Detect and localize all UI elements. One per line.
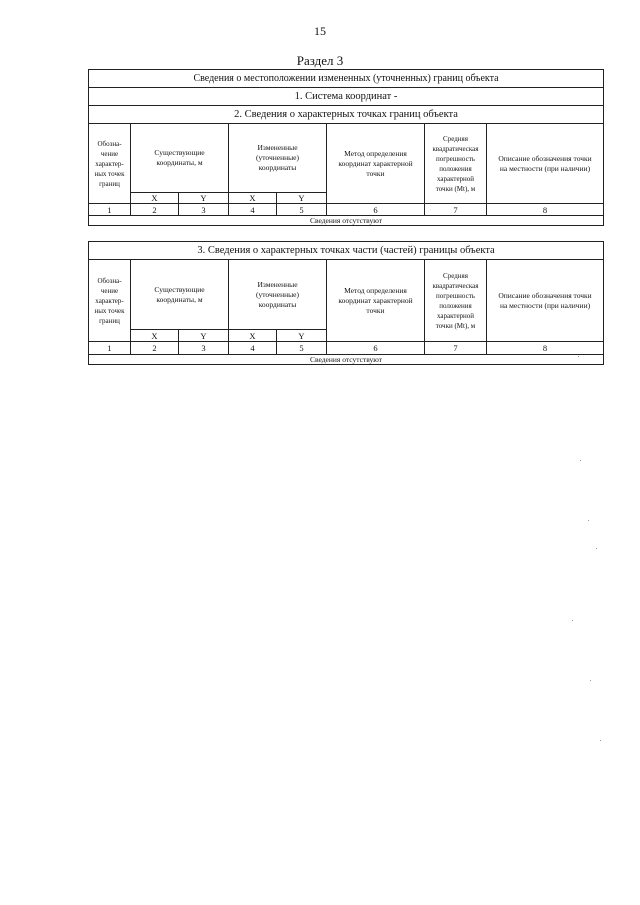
header-point-designation: Обозна- чение характер- ных точек границ bbox=[89, 260, 131, 342]
header-x: X bbox=[131, 330, 179, 342]
header-method: Метод определения координат характерной точки bbox=[327, 260, 425, 342]
header-x: X bbox=[131, 193, 179, 204]
scan-speck bbox=[600, 740, 601, 741]
column-number: 7 bbox=[425, 342, 487, 355]
column-number: 4 bbox=[229, 204, 277, 216]
column-number: 5 bbox=[277, 342, 327, 355]
column-number: 3 bbox=[179, 204, 229, 216]
header-accuracy: Средняя квадратическая погрешность положения характерной точки (Mt), м bbox=[425, 260, 487, 342]
column-number: 3 bbox=[179, 342, 229, 355]
header-x: X bbox=[229, 330, 277, 342]
column-number: 6 bbox=[327, 204, 425, 216]
header-method: Метод определения координат характерной точки bbox=[327, 124, 425, 204]
scan-speck bbox=[580, 460, 581, 461]
column-number: 7 bbox=[425, 204, 487, 216]
header-x: X bbox=[229, 193, 277, 204]
boundary-part-table bbox=[88, 241, 604, 365]
header-changed-coordinates: Измененные (уточненные) координаты bbox=[229, 260, 327, 330]
header-y: Y bbox=[277, 193, 327, 204]
header-y: Y bbox=[179, 330, 229, 342]
column-number: 2 bbox=[131, 342, 179, 355]
column-number: 1 bbox=[89, 204, 131, 216]
header-changed-coordinates: Измененные (уточненные) координаты bbox=[229, 124, 327, 193]
no-data-note: Сведения отсутствуют bbox=[89, 216, 604, 226]
scan-speck bbox=[588, 520, 589, 521]
header-y: Y bbox=[277, 330, 327, 342]
scan-speck bbox=[578, 356, 579, 357]
boundary-table bbox=[88, 69, 604, 226]
no-data-note: Сведения отсутствуют bbox=[89, 355, 604, 365]
page-number: 15 bbox=[314, 24, 326, 38]
header-y: Y bbox=[179, 193, 229, 204]
subsection-title: 2. Сведения о характерных точках границ объекта bbox=[89, 106, 604, 124]
header-description: Описание обозначения точки на местности (при наличии) bbox=[487, 260, 604, 342]
header-point-designation: Обозна- чение характер- ных точек границ bbox=[89, 124, 131, 204]
scan-speck bbox=[590, 680, 591, 681]
section-title: Раздел 3 bbox=[296, 53, 344, 68]
column-number: 8 bbox=[487, 342, 604, 355]
header-accuracy: Средняя квадратическая погрешность положения характерной точки (Mt), м bbox=[425, 124, 487, 204]
column-number: 1 bbox=[89, 342, 131, 355]
table-banner: Сведения о местоположении измененных (уточненных) границ объекта bbox=[89, 70, 604, 88]
header-existing-coordinates: Существующие координаты, м bbox=[131, 124, 229, 193]
column-number: 2 bbox=[131, 204, 179, 216]
column-number: 4 bbox=[229, 342, 277, 355]
coordinate-system: 1. Система координат - bbox=[89, 88, 604, 106]
scan-speck bbox=[596, 548, 597, 549]
column-number: 8 bbox=[487, 204, 604, 216]
column-number: 6 bbox=[327, 342, 425, 355]
header-description: Описание обозначения точки на местности (при наличии) bbox=[487, 124, 604, 204]
subsection-title: 3. Сведения о характерных точках части (частей) границы объекта bbox=[89, 242, 604, 260]
scan-speck bbox=[572, 620, 573, 621]
header-existing-coordinates: Существующие координаты, м bbox=[131, 260, 229, 330]
column-number: 5 bbox=[277, 204, 327, 216]
